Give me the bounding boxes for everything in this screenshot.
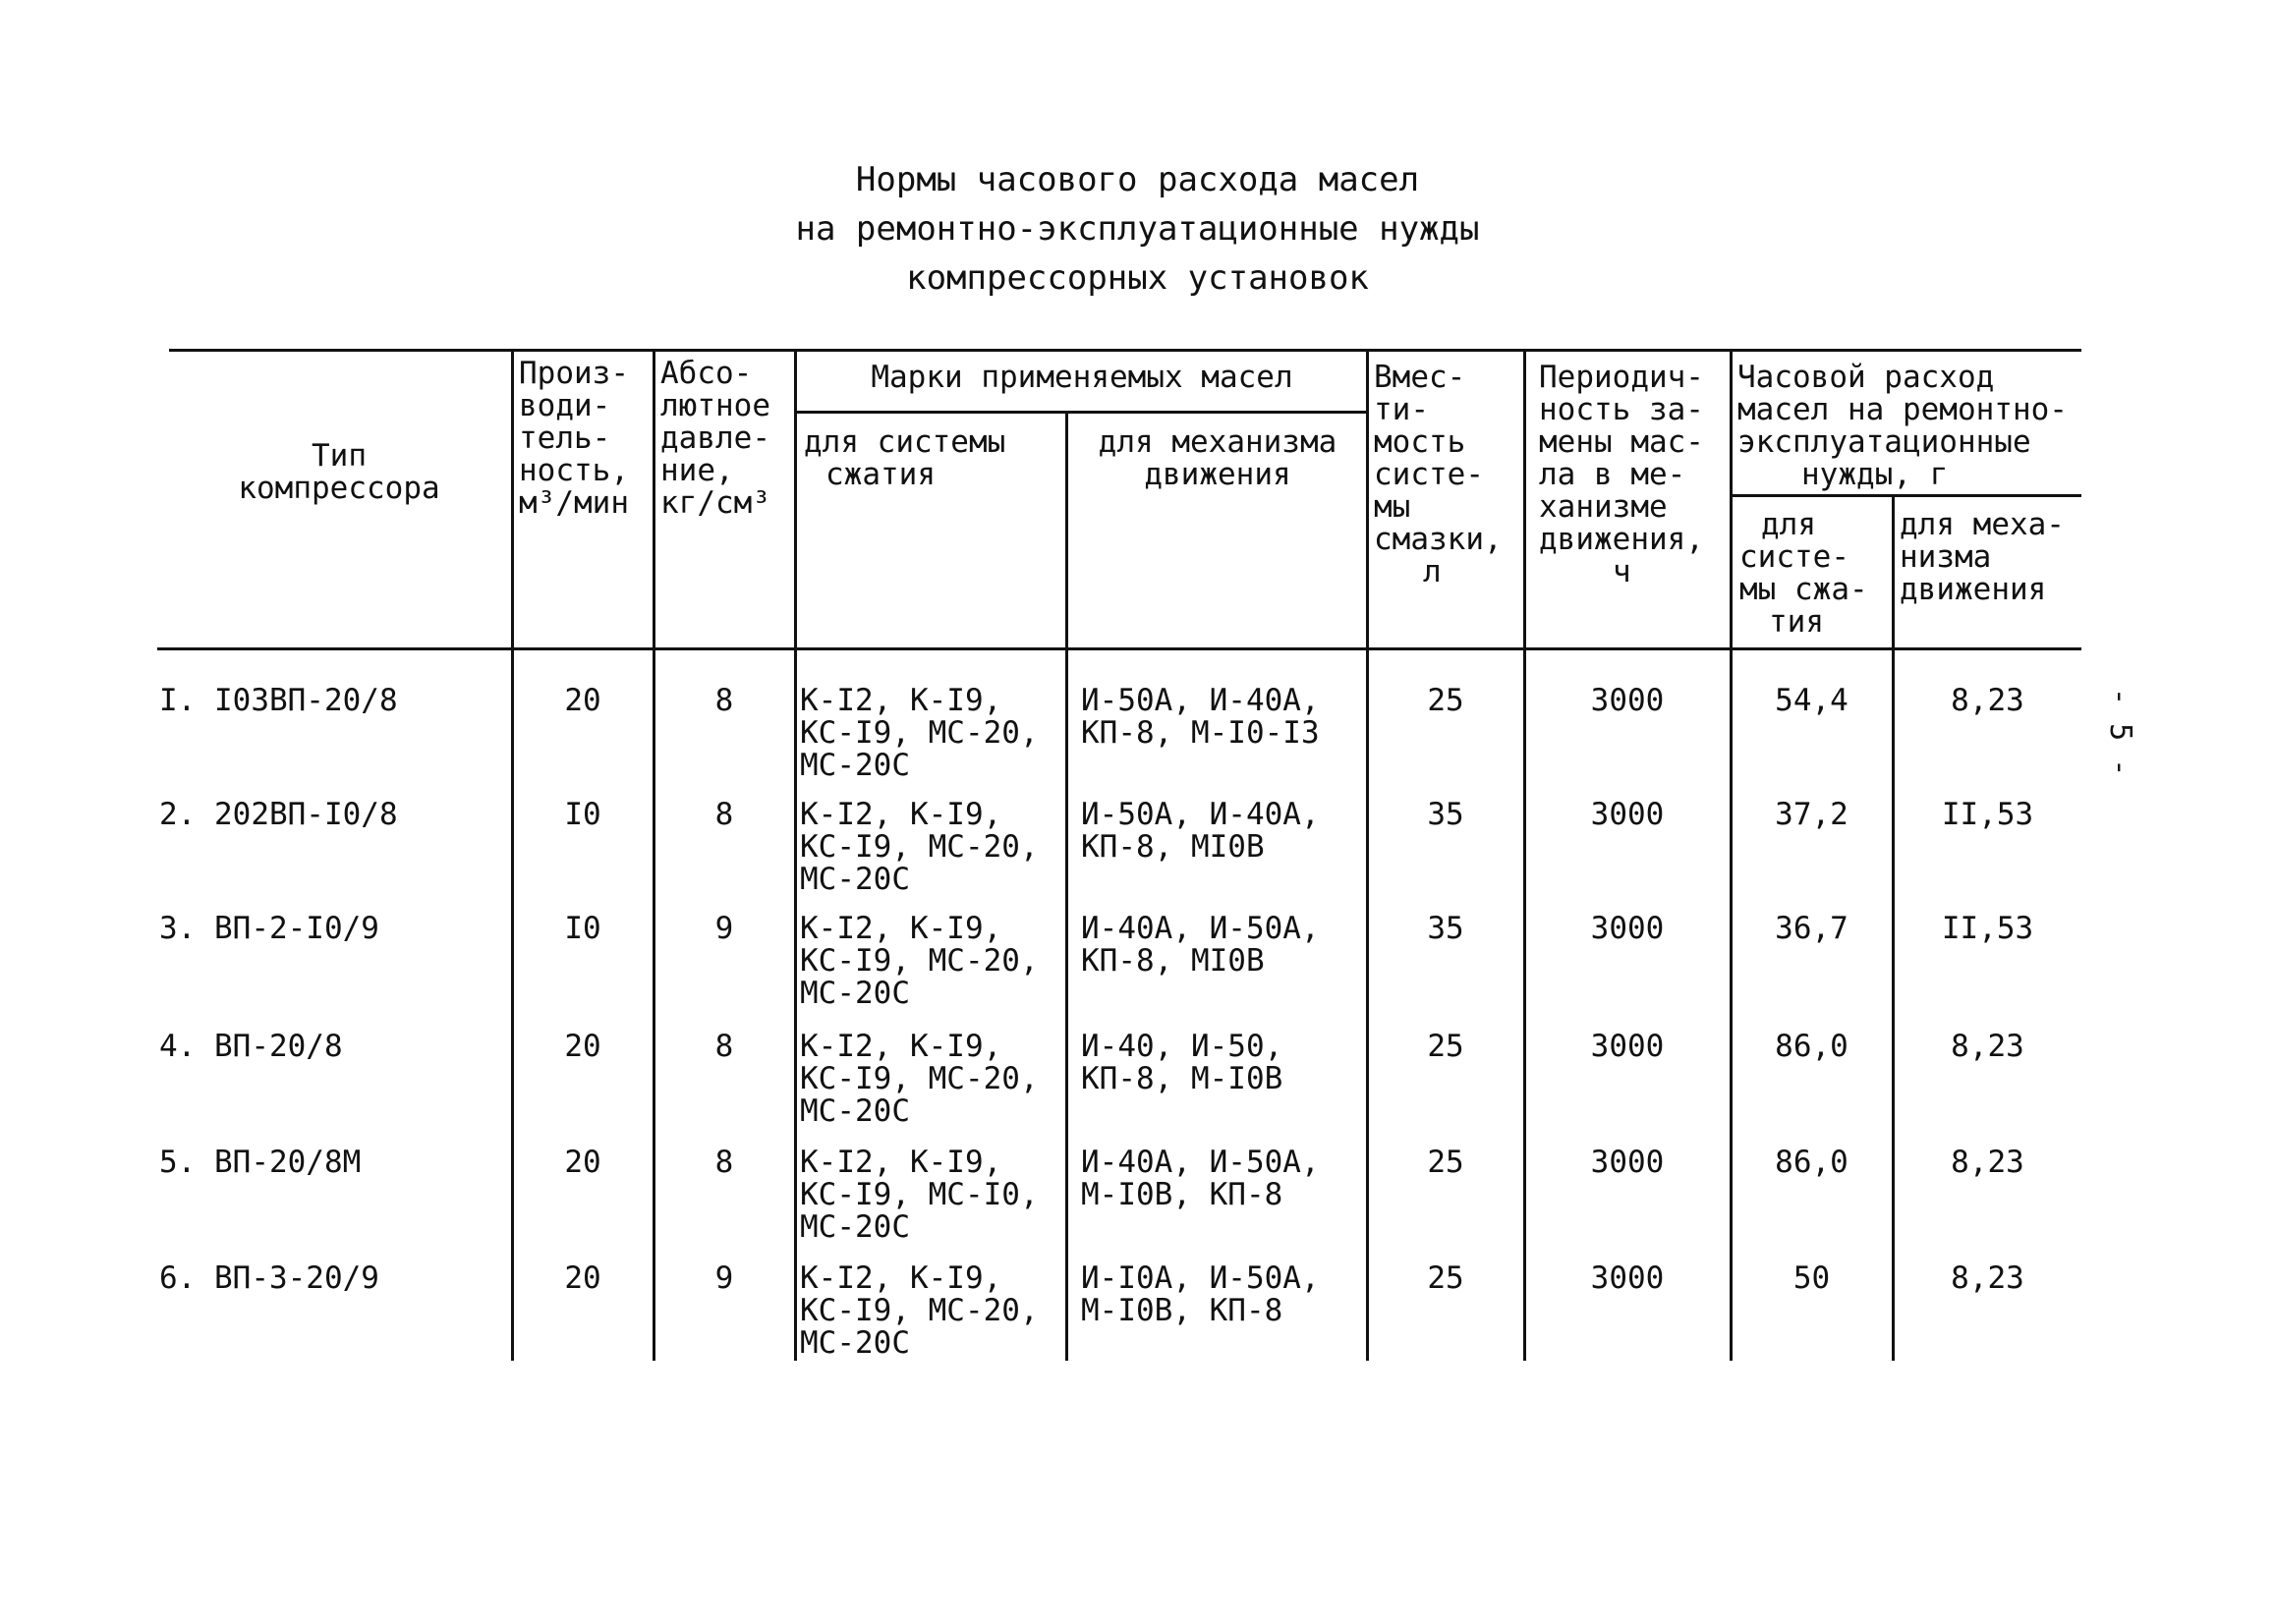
- document-title: [0, 155, 2275, 303]
- cell-press: 9: [714, 1260, 734, 1296]
- col-rule-7: [1730, 349, 1733, 1361]
- cell-period: 3000: [1590, 683, 1665, 718]
- cell-line: И-40А, И-50А,: [1081, 1145, 1320, 1180]
- cell-vol: 25: [1427, 1260, 1464, 1296]
- cell-type: 4. ВП-20/8: [159, 1029, 343, 1064]
- cell-line: МС-20С: [800, 1209, 910, 1245]
- cell-hc: 54,4: [1775, 683, 1848, 718]
- cell-type: 5. ВП-20/8М: [159, 1145, 362, 1180]
- cell-hc: 86,0: [1775, 1145, 1848, 1180]
- cell-line: КС-I9, МС-20,: [800, 715, 1039, 751]
- header-compression: для системы сжатия: [804, 424, 1006, 492]
- header-oil-brands: Марки применяемых масел: [871, 360, 1293, 395]
- cell-line: И-40, И-50,: [1081, 1029, 1283, 1064]
- cell-line: МС-20С: [800, 1093, 910, 1129]
- cell-type: 3. ВП-2-I0/9: [159, 911, 379, 946]
- cell-line: И-50А, И-40А,: [1081, 683, 1320, 718]
- cell-cap: 20: [564, 1029, 601, 1064]
- col-rule-3: [794, 349, 797, 1361]
- cell-line: И-I0А, И-50А,: [1081, 1260, 1320, 1296]
- header-volume: Вмес- ти- мость систе- мы смазки, л: [1374, 360, 1503, 589]
- cell-mech: [1081, 685, 1366, 750]
- header-capacity: Произ- води- тель- ность, м³/мин: [519, 356, 629, 521]
- cell-hm: II,53: [1941, 797, 2034, 832]
- cell-press: 9: [714, 911, 734, 946]
- cell-mech: [1081, 913, 1366, 978]
- cell-comp: [800, 1031, 1065, 1128]
- cell-vol: 25: [1427, 683, 1464, 718]
- cell-comp: [800, 1147, 1065, 1244]
- cell-vol: 35: [1427, 911, 1464, 946]
- header-mechanism: для механизма движения: [1098, 424, 1337, 492]
- cell-press: 8: [714, 1145, 734, 1180]
- cell-mech: [1081, 1147, 1366, 1211]
- cell-line: М-I0В, КП-8: [1081, 1177, 1283, 1212]
- cell-line: МС-20С: [800, 1325, 910, 1361]
- cell-hm: 8,23: [1951, 1145, 2024, 1180]
- cell-mech: [1081, 1262, 1366, 1327]
- cell-line: К-I2, К-I9,: [800, 797, 1002, 832]
- cell-line: КС-I9, МС-20,: [800, 829, 1039, 865]
- cell-line: КП-8, МI0В: [1081, 943, 1265, 979]
- cell-line: К-I2, К-I9,: [800, 1145, 1002, 1180]
- cell-hc: 86,0: [1775, 1029, 1848, 1064]
- cell-vol: 25: [1427, 1145, 1464, 1180]
- cell-line: КС-I9, МС-20,: [800, 1061, 1039, 1096]
- page-number: - 5 -: [2103, 688, 2137, 777]
- header-hourly-mechanism: для меха- низма движения: [1900, 507, 2065, 607]
- cell-line: К-I2, К-I9,: [800, 1029, 1002, 1064]
- cell-vol: 25: [1427, 1029, 1464, 1064]
- hourly-rule: [1732, 494, 2081, 497]
- cell-hm: II,53: [1941, 911, 2034, 946]
- cell-cap: I0: [564, 797, 601, 832]
- cell-period: 3000: [1590, 1145, 1665, 1180]
- cell-hm: 8,23: [1951, 1029, 2024, 1064]
- cell-line: МС-20С: [800, 748, 910, 783]
- cell-cap: 20: [564, 1145, 601, 1180]
- cell-line: КС-I9, МС-20,: [800, 943, 1039, 979]
- cell-type: 2. 202ВП-I0/8: [159, 797, 398, 832]
- col-rule-5: [1366, 349, 1369, 1361]
- cell-cap: I0: [564, 911, 601, 946]
- cell-period: 3000: [1590, 1029, 1665, 1064]
- oil-brands-rule: [796, 411, 1368, 414]
- cell-comp: [800, 685, 1065, 782]
- cell-mech: [1081, 799, 1366, 864]
- cell-line: К-I2, К-I9,: [800, 1260, 1002, 1296]
- cell-type: 6. ВП-3-20/9: [159, 1260, 379, 1296]
- header-period: Периодич- ность за- мены мас- ла в ме- ханизме движения, ч: [1539, 360, 1704, 589]
- col-rule-1: [511, 349, 514, 1361]
- cell-cap: 20: [564, 1260, 601, 1296]
- cell-line: КП-8, МI0В: [1081, 829, 1265, 865]
- cell-line: КС-I9, МС-20,: [800, 1293, 1039, 1328]
- cell-line: И-40А, И-50А,: [1081, 911, 1320, 946]
- cell-line: МС-20С: [800, 976, 910, 1011]
- header-type: Тип компрессора: [238, 438, 440, 506]
- col-rule-6: [1523, 349, 1526, 1361]
- cell-period: 3000: [1590, 911, 1665, 946]
- cell-hc: 36,7: [1775, 911, 1848, 946]
- cell-period: 3000: [1590, 1260, 1665, 1296]
- cell-period: 3000: [1590, 797, 1665, 832]
- cell-mech: [1081, 1031, 1366, 1095]
- cell-comp: [800, 799, 1065, 896]
- header-pressure: Абсо- лютное давле- ние, кг/см³: [660, 356, 770, 521]
- cell-hc: 50: [1792, 1260, 1831, 1296]
- cell-comp: [800, 1262, 1065, 1360]
- table-top-rule: [169, 349, 2081, 352]
- title-line-1: Нормы часового расхода масел: [855, 160, 1420, 199]
- cell-press: 8: [714, 797, 734, 832]
- cell-press: 8: [714, 683, 734, 718]
- cell-cap: 20: [564, 683, 601, 718]
- cell-type: I. I03ВП-20/8: [159, 683, 398, 718]
- cell-comp: [800, 913, 1065, 1010]
- title-line-2: на ремонтно-эксплуатационные нужды: [795, 209, 1480, 249]
- header-hourly-compression: для систе- мы сжа- тия: [1739, 507, 1868, 640]
- cell-line: КП-8, М-I0В: [1081, 1061, 1283, 1096]
- cell-line: К-I2, К-I9,: [800, 911, 1002, 946]
- col-rule-2: [653, 349, 655, 1361]
- cell-line: К-I2, К-I9,: [800, 683, 1002, 718]
- header-hourly: Часовой расход масел на ремонтно- эксплуатационные нужды, г: [1737, 360, 2068, 492]
- cell-hm: 8,23: [1951, 683, 2024, 718]
- cell-line: МС-20С: [800, 862, 910, 897]
- cell-line: И-50А, И-40А,: [1081, 797, 1320, 832]
- cell-line: КП-8, М-I0-I3: [1081, 715, 1320, 751]
- cell-press: 8: [714, 1029, 734, 1064]
- cell-line: КС-I9, МС-I0,: [800, 1177, 1039, 1212]
- cell-hm: 8,23: [1951, 1260, 2024, 1296]
- cell-hc: 37,2: [1775, 797, 1848, 832]
- title-line-3: компрессорных установок: [906, 258, 1369, 298]
- col-rule-4: [1065, 411, 1068, 1361]
- cell-line: М-I0В, КП-8: [1081, 1293, 1283, 1328]
- cell-vol: 35: [1427, 797, 1464, 832]
- header-bottom-rule: [157, 647, 2081, 650]
